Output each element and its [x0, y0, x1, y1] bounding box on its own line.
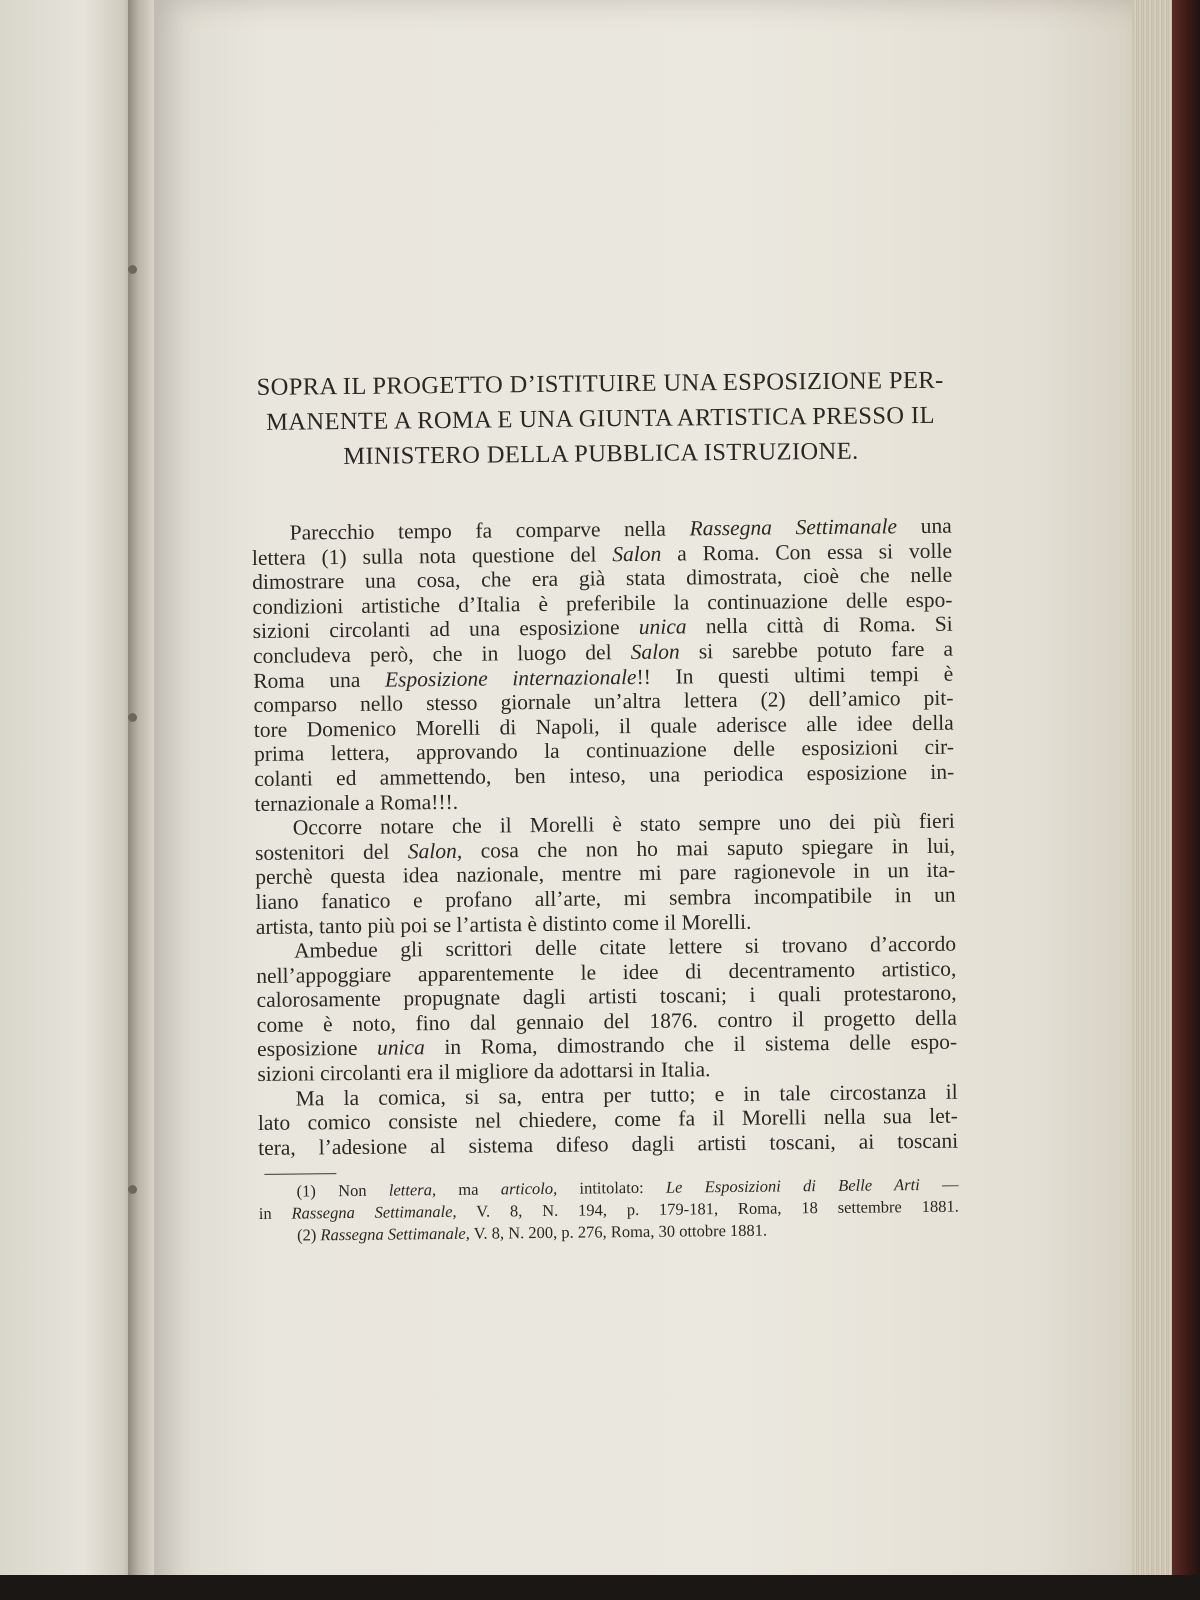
text-line: lato comico consiste nel chiedere, come fa il Morelli nella sua let-: [257, 1103, 958, 1136]
chapter-title: [250, 363, 951, 475]
title-line: MANENTE A ROMA E UNA GIUNTA ARTISTICA PRESSO IL: [266, 401, 936, 436]
text-line: liano fanatico e profano all’arte, mi sembra incompatibile in un: [255, 882, 956, 914]
text-line: come è noto, fino dal gennaio del 1876. contro il progetto della: [256, 1005, 957, 1037]
text-line: sizioni circolanti era il migliore da adottarsi in Italia.: [257, 1057, 711, 1087]
footnotes: [258, 1174, 959, 1247]
footnote-2: (2) Rassegna Settimanale, V. 8, N. 200, p. 276, Roma, 30 ottobre 1881.: [296, 1221, 768, 1245]
book-gutter: [128, 0, 154, 1600]
binding-thread: [128, 713, 137, 722]
text-line: tera, l’adesione al sistema difeso dagli artisti toscani, ai toscani: [258, 1128, 959, 1160]
binding-thread: [128, 1185, 137, 1194]
text-line: concludeva però, che in luogo del Salon si sarebbe potuto fare a: [252, 636, 954, 668]
footnote-1: (1) Non lettera, ma articolo, intitolato: Le Esposizioni di Belle Arti —: [296, 1175, 959, 1201]
footnote-1-continued: in Rassegna Settimanale, V. 8, N. 194, p. 179-181, Roma, 18 settembre 1881.: [258, 1197, 959, 1224]
text-line: Ambedue gli scrittori delle citate lettere si trovano d’accordo: [293, 931, 957, 963]
text-line: comparso nello stesso giornale un’altra lettera (2) dell’amico pit-: [253, 685, 954, 718]
left-page: [0, 0, 140, 1600]
page-edges: [1132, 0, 1176, 1600]
text-line: sostenitori del Salon, cosa che non ho mai saputo spiegare in lui,: [254, 833, 956, 865]
text-line: tore Domenico Morelli di Napoli, il quale aderisce alle idee della: [253, 710, 954, 742]
body-text: [252, 514, 959, 1161]
table-surface: [0, 1575, 1200, 1600]
footnote-separator: [264, 1174, 336, 1176]
text-line: Occorre notare che il Morelli è stato sempre uno dei più fieri: [292, 808, 955, 840]
book-cover: [1172, 0, 1200, 1600]
text-line: Roma una Esposizione internazionale!! In questi ultimi tempi è: [253, 661, 954, 693]
text-line: dimostrare una cosa, che era già stata dimostrata, cioè che nelle: [252, 562, 953, 595]
text-line: sizioni circolanti ad una esposizione unica nella città di Roma. Si: [252, 612, 953, 644]
text-line: esposizione unica in Roma, dimostrando che il sistema delle espo-: [256, 1030, 958, 1062]
text-line: condizioni artistiche d’Italia è preferibile la continuazione delle espo-: [252, 587, 953, 619]
text-line: perchè questa idea nazionale, mentre mi pare ragionevole in un ita-: [255, 857, 956, 890]
binding-thread: [128, 265, 137, 274]
text-line: Parecchio tempo fa comparve nella Rassegna Settimanale una: [289, 513, 952, 545]
title-line: MINISTERO DELLA PUBBLICA ISTRUZIONE.: [343, 437, 859, 471]
text-line: Ma la comica, si sa, entra per tutto; e in tale circostanza il: [295, 1079, 958, 1111]
text-line: ternazionale a Roma!!!.: [254, 789, 459, 816]
title-line: SOPRA IL PROGETTO D’ISTITUIRE UNA ESPOSIZIONE PER-: [256, 366, 944, 401]
page-content: [250, 363, 959, 1248]
text-line: artista, tanto più poi se l’artista è distinto come il Morelli.: [255, 909, 752, 939]
text-line: nell’appoggiare apparentemente le idee di decentramento artistico,: [256, 956, 957, 988]
text-line: calorosamente propugnate dagli artisti toscani; i quali protestarono,: [256, 980, 957, 1013]
text-line: prima lettera, approvando la continuazione delle esposizioni cir-: [253, 734, 955, 767]
text-line: colanti ed ammettendo, ben inteso, una periodica esposizione in-: [254, 759, 955, 791]
text-line: lettera (1) sulla nota questione del Salon a Roma. Con essa si volle: [251, 538, 953, 570]
